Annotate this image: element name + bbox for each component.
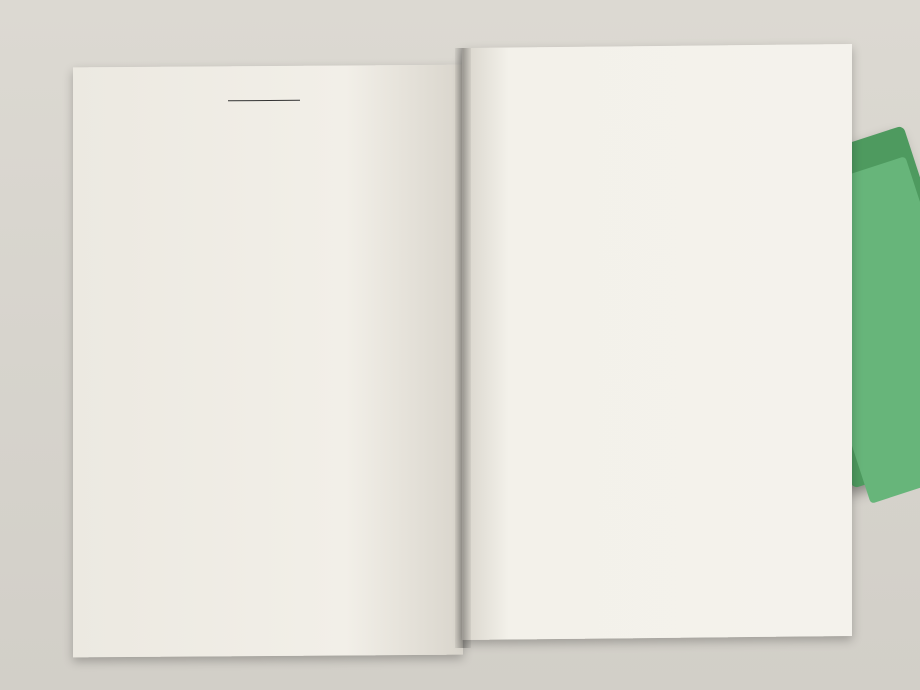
toc-title (508, 111, 766, 114)
left-page-bottom-block (83, 146, 445, 149)
section-separator (228, 100, 300, 102)
right-page (462, 44, 852, 640)
left-page-top-block (83, 73, 445, 76)
left-page (73, 65, 463, 658)
toc-sections (508, 129, 766, 132)
left-page-text (83, 73, 445, 149)
open-book (70, 42, 848, 642)
book-gutter (455, 48, 471, 648)
table-of-contents (508, 111, 766, 132)
toc-intro (508, 129, 766, 132)
